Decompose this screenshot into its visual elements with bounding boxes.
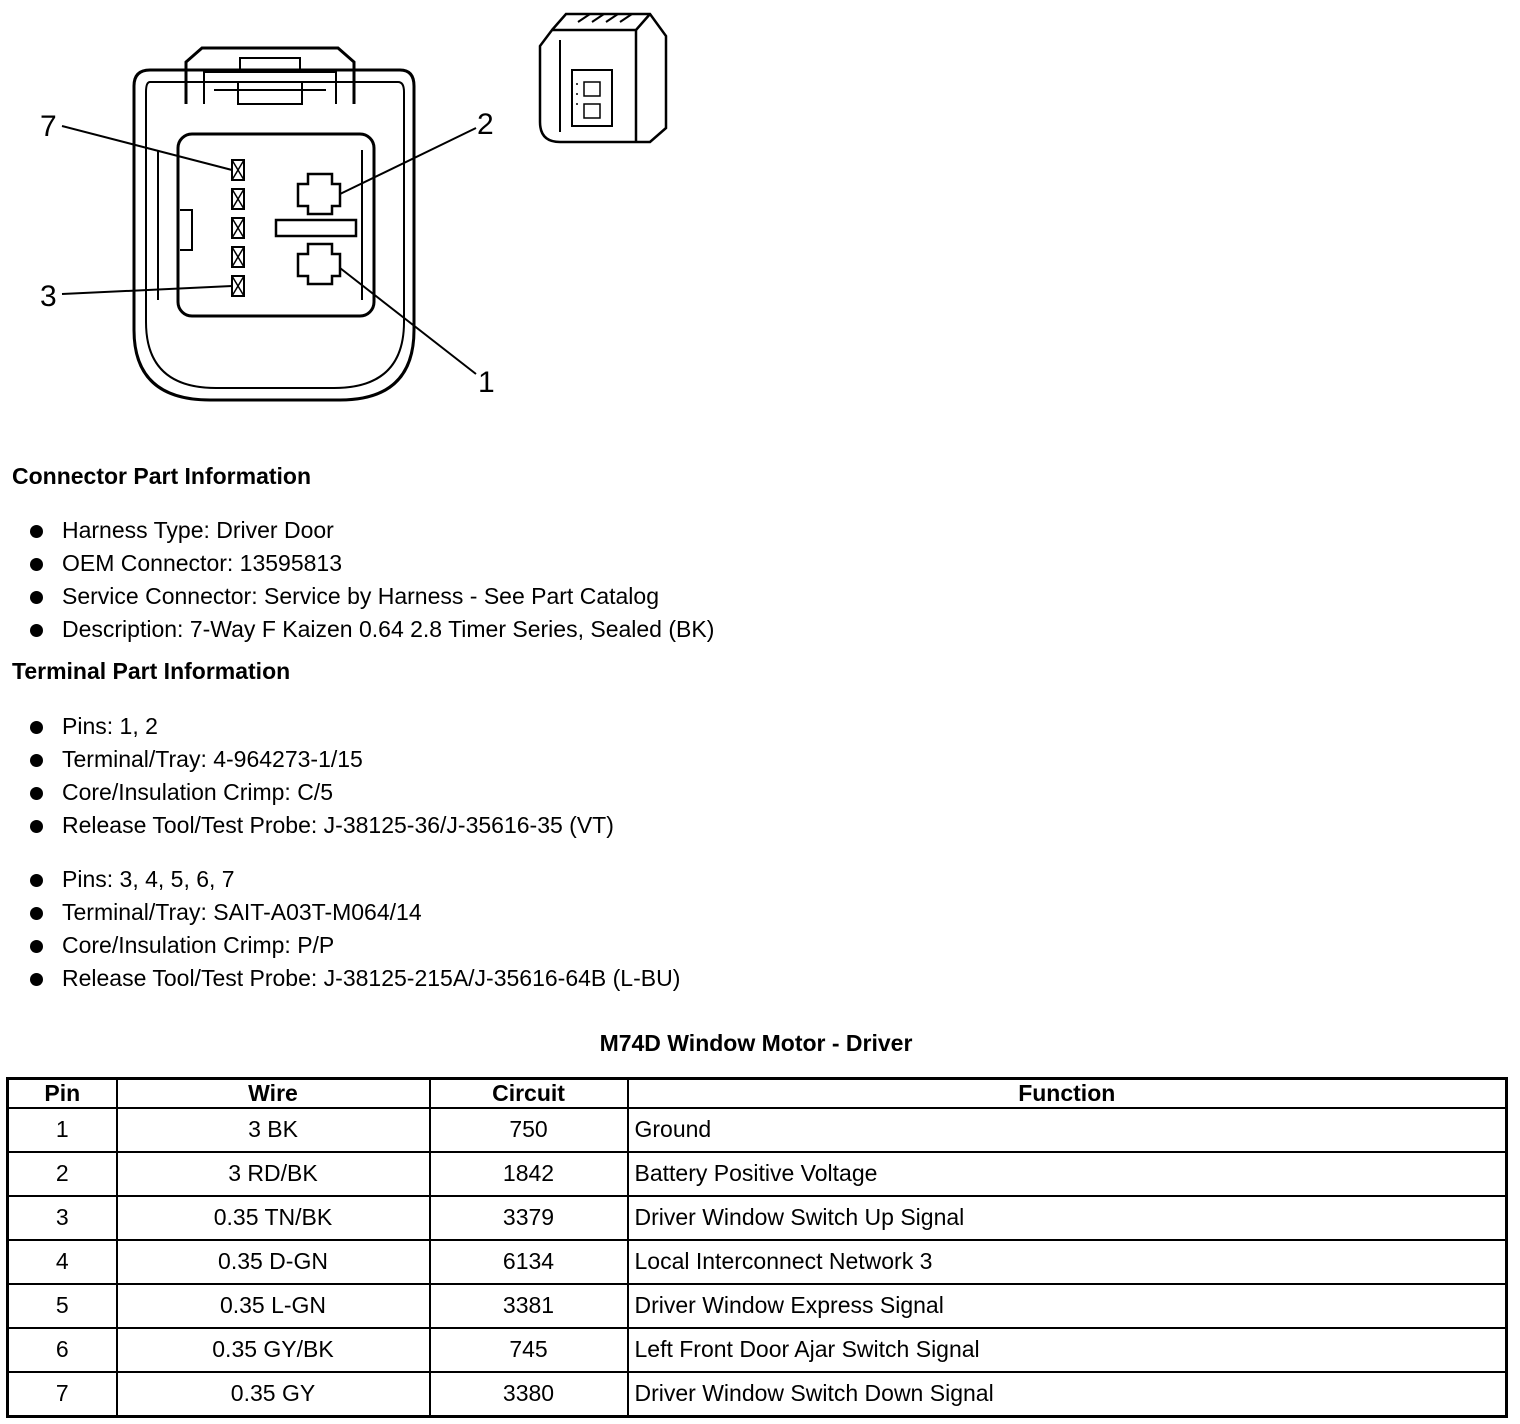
bullet-icon <box>30 624 43 637</box>
circuit-cell: 750 <box>430 1108 628 1152</box>
circuit-cell: 1842 <box>430 1152 628 1196</box>
pin-cell: 6 <box>8 1328 117 1372</box>
table-row <box>8 1152 1507 1196</box>
bullet-icon <box>30 721 43 734</box>
wire-cell: 0.35 D-GN <box>117 1240 430 1284</box>
table-row <box>8 1240 1507 1284</box>
table-title: M74D Window Motor - Driver <box>599 1030 913 1056</box>
circuit-cell: 745 <box>430 1328 628 1372</box>
connector-housing-outline <box>134 70 414 400</box>
wire-cell: 3 RD/BK <box>117 1152 430 1196</box>
table-header-row <box>8 1079 1507 1109</box>
list-item: OEM Connector: 13595813 <box>30 547 714 580</box>
function-cell: Driver Window Switch Down Signal <box>628 1372 1507 1417</box>
list-item: Release Tool/Test Probe: J-38125-215A/J-35616-64B (L-BU) <box>30 962 680 995</box>
list-item: Harness Type: Driver Door <box>30 514 714 547</box>
function-cell: Driver Window Express Signal <box>628 1284 1507 1328</box>
table-row <box>8 1108 1507 1152</box>
connector-info-list <box>30 514 714 646</box>
function-cell: Battery Positive Voltage <box>628 1152 1507 1196</box>
list-item: Service Connector: Service by Harness - See Part Catalog <box>30 580 714 613</box>
list-item: Terminal/Tray: 4-964273-1/15 <box>30 743 614 776</box>
function-cell: Left Front Door Ajar Switch Signal <box>628 1328 1507 1372</box>
wire-cell: 3 BK <box>117 1108 430 1152</box>
callout-3: 3 <box>40 280 57 313</box>
pin-cell: 4 <box>8 1240 117 1284</box>
column-header-function: Function <box>628 1079 1507 1109</box>
connector-info-heading: Connector Part Information <box>12 463 312 489</box>
wire-cell: 0.35 L-GN <box>117 1284 430 1328</box>
circuit-cell: 3381 <box>430 1284 628 1328</box>
wire-cell: 0.35 GY <box>117 1372 430 1417</box>
list-item: Description: 7-Way F Kaizen 0.64 2.8 Timer Series, Sealed (BK) <box>30 613 714 646</box>
pin-2-cavity <box>298 174 340 214</box>
bullet-icon <box>30 754 43 767</box>
list-item: Terminal/Tray: SAIT-A03T-M064/14 <box>30 896 680 929</box>
list-item: Pins: 1, 2 <box>30 710 614 743</box>
list-item: Pins: 3, 4, 5, 6, 7 <box>30 863 680 896</box>
connector-diagram <box>0 0 700 420</box>
function-cell: Local Interconnect Network 3 <box>628 1240 1507 1284</box>
wire-cell: 0.35 GY/BK <box>117 1328 430 1372</box>
terminal-info-group-2 <box>30 863 680 995</box>
bullet-icon <box>30 787 43 800</box>
bullet-icon <box>30 591 43 604</box>
bullet-icon <box>30 973 43 986</box>
connector-3d-view <box>540 14 666 142</box>
table-row <box>8 1196 1507 1240</box>
bullet-icon <box>30 558 43 571</box>
list-item: Release Tool/Test Probe: J-38125-36/J-35616-35 (VT) <box>30 809 614 842</box>
pin-cell: 2 <box>8 1152 117 1196</box>
table-row <box>8 1328 1507 1372</box>
bullet-icon <box>30 940 43 953</box>
circuit-cell: 6134 <box>430 1240 628 1284</box>
wire-cell: 0.35 TN/BK <box>117 1196 430 1240</box>
circuit-cell: 3380 <box>430 1372 628 1417</box>
circuit-cell: 3379 <box>430 1196 628 1240</box>
connector-latch <box>186 48 354 104</box>
terminal-info-group-1 <box>30 710 614 842</box>
callout-1: 1 <box>478 366 495 399</box>
leader-line-1 <box>340 268 476 374</box>
list-item: Core/Insulation Crimp: C/5 <box>30 776 614 809</box>
pin-cell: 1 <box>8 1108 117 1152</box>
bullet-icon <box>30 525 43 538</box>
column-header-wire: Wire <box>117 1079 430 1109</box>
pin-cell: 3 <box>8 1196 117 1240</box>
column-header-circuit: Circuit <box>430 1079 628 1109</box>
terminal-info-heading: Terminal Part Information <box>12 658 291 684</box>
column-header-pin: Pin <box>8 1079 117 1109</box>
list-item: Core/Insulation Crimp: P/P <box>30 929 680 962</box>
bullet-icon <box>30 820 43 833</box>
leader-line-2 <box>340 128 476 194</box>
callout-7: 7 <box>40 110 57 143</box>
pin-cell: 7 <box>8 1372 117 1417</box>
connector-divider-bar <box>276 220 356 236</box>
table-row <box>8 1372 1507 1417</box>
function-cell: Driver Window Switch Up Signal <box>628 1196 1507 1240</box>
callout-2: 2 <box>477 108 494 141</box>
pin-1-cavity <box>298 244 340 284</box>
function-cell: Ground <box>628 1108 1507 1152</box>
pinout-table <box>6 1077 1508 1418</box>
bullet-icon <box>30 874 43 887</box>
bullet-icon <box>30 907 43 920</box>
table-row <box>8 1284 1507 1328</box>
pin-cell: 5 <box>8 1284 117 1328</box>
